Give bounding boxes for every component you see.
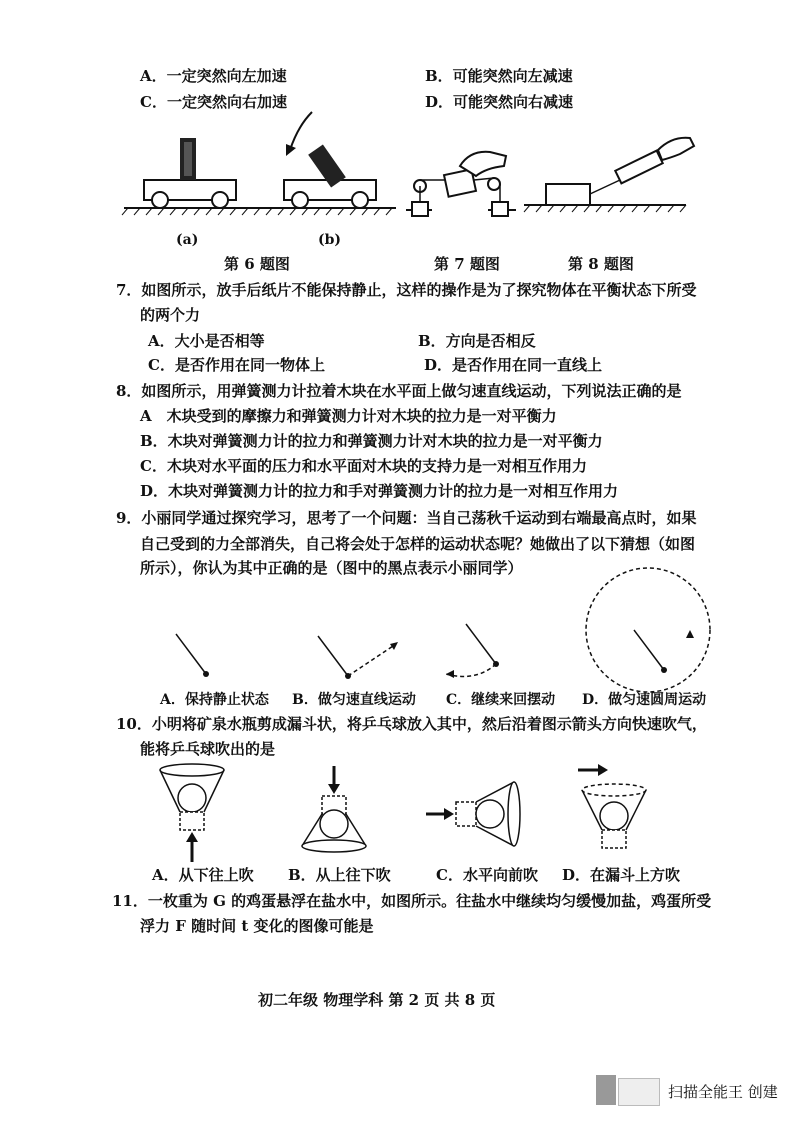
q10-stem-line1: 10．小明将矿泉水瓶剪成漏斗状，将乒乓球放入其中，然后沿着图示箭头方向快速吹气， <box>116 715 707 733</box>
q7-option-c: C．是否作用在同一物体上 <box>148 356 325 374</box>
q7-caption: 第 7 题图 <box>434 255 500 273</box>
q10-option-b: B．从上往下吹 <box>288 866 391 884</box>
q7-option-d: D．是否作用在同一直线上 <box>424 356 603 374</box>
q10-option-a: A．从下往上吹 <box>152 866 254 884</box>
q8-option-b: B．木块对弹簧测力计的拉力和弹簧测力计对木块的拉力是一对平衡力 <box>140 432 603 450</box>
q10-figure-d <box>578 764 646 848</box>
q11-stem-line2: 浮力 F 随时间 t 变化的图像可能是 <box>140 917 374 935</box>
scanner-logo-icon <box>618 1078 660 1106</box>
q10-figure-c <box>426 782 520 846</box>
scanner-watermark: 扫描全能王 创建 <box>668 1083 778 1101</box>
q6-option-b: B．可能突然向左减速 <box>425 67 573 85</box>
q7-stem-line1: 7．如图所示，放手后纸片不能保持静止，这样的操作是为了探究物体在平衡状态下所受 <box>116 281 697 299</box>
q10-figure-a <box>160 764 224 862</box>
q7-option-b: B．方向是否相反 <box>418 332 536 350</box>
q10-figure-b <box>302 766 366 852</box>
q10-stem-line2: 能将乒乓球吹出的是 <box>140 740 276 758</box>
page-footer: 初二年级 物理学科 第 2 页 共 8 页 <box>258 991 496 1009</box>
q10-figures <box>160 764 646 862</box>
q6-option-c: C．一定突然向右加速 <box>140 93 287 111</box>
q9-stem-line3: 所示），你认为其中正确的是（图中的黑点表示小丽同学） <box>140 559 523 577</box>
q6-figure <box>122 112 396 215</box>
q9-stem-line2: 自己受到的力全部消失，自己将会处于怎样的运动状态呢？她做出了以下猜想（如图 <box>140 535 696 553</box>
q10-option-c: C．水平向前吹 <box>436 866 538 884</box>
q6-sub-label-b: (b) <box>318 232 342 248</box>
q6-sub-label-a: (a) <box>176 232 199 248</box>
q6-caption: 第 6 题图 <box>224 255 290 273</box>
q8-stem: 8．如图所示，用弹簧测力计拉着木块在水平面上做匀速直线运动，下列说法正确的是 <box>116 382 682 400</box>
qr-code-icon <box>596 1075 616 1105</box>
q9-option-c: C．继续来回摆动 <box>446 692 556 708</box>
q8-caption: 第 8 题图 <box>568 255 634 273</box>
q8-option-d: D．木块对弹簧测力计的拉力和手对弹簧测力计的拉力是一对相互作用力 <box>140 482 619 500</box>
q8-figure <box>524 138 694 212</box>
q7-figure <box>406 152 516 216</box>
q9-figures <box>176 568 710 692</box>
q8-option-c: C．木块对水平面的压力和水平面对木块的支持力是一对相互作用力 <box>140 457 587 475</box>
q7-stem-line2: 的两个力 <box>140 306 201 324</box>
q10-option-d: D．在漏斗上方吹 <box>562 866 681 884</box>
q6-option-d: D．可能突然向右减速 <box>425 93 574 111</box>
q9-option-b: B．做匀速直线运动 <box>292 692 416 708</box>
q9-stem-line1: 9．小丽同学通过探究学习，思考了一个问题：当自己荡秋千运动到右端最高点时，如果 <box>116 509 697 527</box>
q6-option-a: A．一定突然向左加速 <box>140 67 287 85</box>
q9-option-d: D．做匀速圆周运动 <box>582 692 707 708</box>
q8-option-a: A 木块受到的摩擦力和弹簧测力计对木块的拉力是一对平衡力 <box>140 407 557 425</box>
q9-option-a: A．保持静止状态 <box>160 692 269 708</box>
q11-stem-line1: 11．一枚重为 G 的鸡蛋悬浮在盐水中，如图所示。往盐水中继续均匀缓慢加盐，鸡蛋所受 <box>112 892 712 910</box>
q7-option-a: A．大小是否相等 <box>148 332 265 350</box>
